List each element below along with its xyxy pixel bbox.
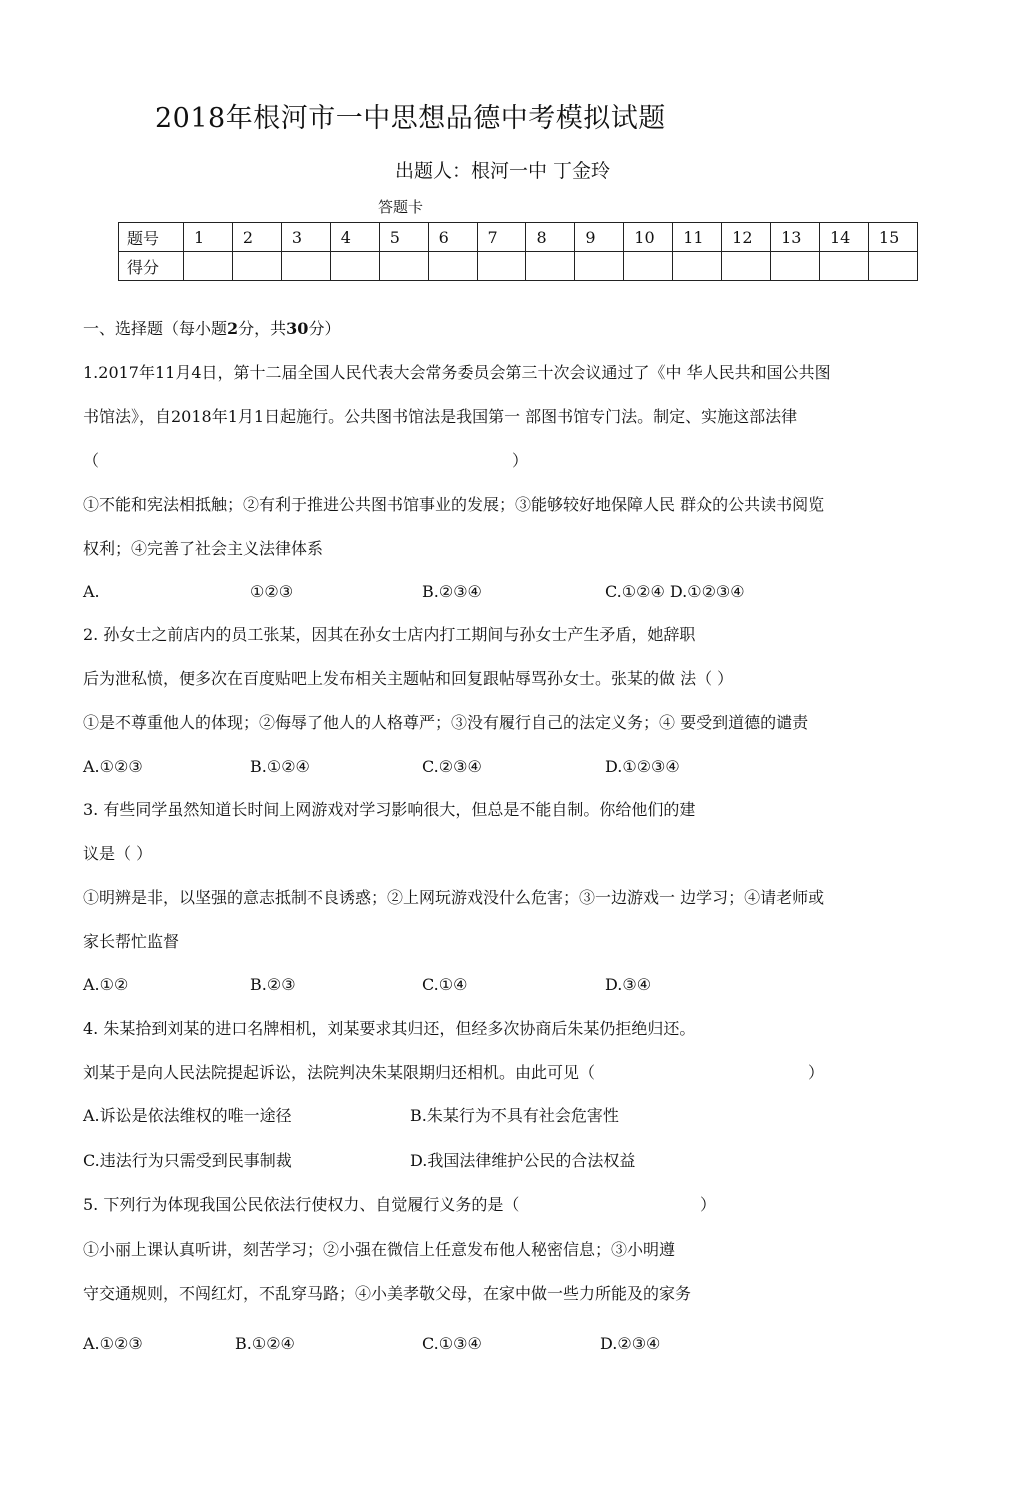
question-number-cell: 9 <box>575 223 624 252</box>
score-cell[interactable] <box>232 252 281 281</box>
q5-statements-line: ①小丽上课认真听讲，刻苦学习；②小强在微信上任意发布他人秘密信息；③小明遵 <box>83 1240 676 1259</box>
section-per-score: 2 <box>227 319 239 338</box>
q2-option-d[interactable]: D.①②③④ <box>605 757 680 776</box>
q5-stem-line: 5. 下列行为体现我国公民依法行使权力、自觉履行义务的是（ <box>83 1195 520 1214</box>
answer-card-number-row <box>119 223 918 252</box>
question-number-cell: 5 <box>379 223 428 252</box>
q2-stem-line: 后为泄私愤，便多次在百度贴吧上发布相关主题帖和回复跟帖辱骂孙女士。张某的做 法（ ） <box>83 669 734 688</box>
q2-option-a[interactable]: A.①②③ <box>83 757 143 776</box>
q5-statements-line: 守交通规则，不闯红灯，不乱穿马路；④小美孝敬父母，在家中做一些力所能及的家务 <box>83 1284 692 1303</box>
q2-statements-line: ①是不尊重他人的体现；②侮辱了他人的人格尊严；③没有履行自己的法定义务；④ 要受到道德的谴责 <box>83 713 809 732</box>
question-number-cell: 3 <box>281 223 330 252</box>
question-number-cell: 8 <box>526 223 575 252</box>
question-number-cell: 11 <box>673 223 722 252</box>
score-cell[interactable] <box>819 252 868 281</box>
author-line: 出题人：根河一中 丁金玲 <box>395 160 611 182</box>
answer-card-score-row <box>119 252 918 281</box>
q2-stem-line: 2. 孙女士之前店内的员工张某，因其在孙女士店内打工期间与孙女士产生矛盾，她辞职 <box>83 625 696 644</box>
q3-stem-line: 3. 有些同学虽然知道长时间上网游戏对学习影响很大，但总是不能自制。你给他们的建 <box>83 800 696 819</box>
q3-stem-line: 议是（ ） <box>83 844 153 863</box>
q1-option-c-d[interactable]: C.①②④ D.①②③④ <box>605 582 745 601</box>
q5-option-d[interactable]: D.②③④ <box>600 1334 661 1353</box>
q4-option-c[interactable]: C.违法行为只需受到民事制裁 <box>83 1151 292 1170</box>
q3-option-c[interactable]: C.①④ <box>422 975 468 994</box>
section-total-score: 30 <box>286 319 309 338</box>
q1-statements-line: ①不能和宪法相抵触；②有利于推进公共图书馆事业的发展；③能够较好地保障人民 群众的公共读书阅览 <box>83 495 825 514</box>
score-cell[interactable] <box>771 252 820 281</box>
q4-option-b[interactable]: B.朱某行为不具有社会危害性 <box>410 1106 619 1125</box>
score-cell[interactable] <box>868 252 917 281</box>
question-number-cell: 6 <box>428 223 477 252</box>
score-cell[interactable] <box>184 252 233 281</box>
q1-stem-line: 书馆法》，自2018年1月1日起施行。公共图书馆法是我国第一 部图书馆专门法。制定、实施这部法律 <box>83 407 798 426</box>
q1-statements-line: 权利；④完善了社会主义法律体系 <box>83 539 324 558</box>
q4-stem-line: 4. 朱某拾到刘某的进口名牌相机，刘某要求其归还，但经多次协商后朱某仍拒绝归还。 <box>83 1019 696 1038</box>
section-heading <box>83 319 340 339</box>
q5-option-a[interactable]: A.①②③ <box>83 1334 143 1353</box>
answer-card-label: 答题卡 <box>378 198 424 216</box>
score-row-label: 得分 <box>119 252 184 281</box>
q3-statements-line: 家长帮忙监督 <box>83 932 180 951</box>
score-cell[interactable] <box>624 252 673 281</box>
score-cell[interactable] <box>722 252 771 281</box>
q1-option-b[interactable]: B.②③④ <box>422 582 482 601</box>
score-cell[interactable] <box>575 252 624 281</box>
q5-option-c[interactable]: C.①③④ <box>422 1334 482 1353</box>
q1-stem-line: 1.2017年11月4日，第十二届全国人民代表大会常务委员会第三十次会议通过了《中 华人民共和国公共图 <box>83 363 831 382</box>
q4-answer-bracket-close: ） <box>808 1063 825 1082</box>
q1-answer-bracket-open: （ <box>83 451 100 470</box>
score-cell[interactable] <box>477 252 526 281</box>
score-cell[interactable] <box>330 252 379 281</box>
section-heading-mid: 分，共 <box>238 319 287 338</box>
q1-option-a-value[interactable]: ①②③ <box>250 582 294 601</box>
answer-card-table <box>118 222 918 281</box>
question-number-cell: 14 <box>819 223 868 252</box>
q2-option-b[interactable]: B.①②④ <box>250 757 310 776</box>
q4-option-a[interactable]: A.诉讼是依法维权的唯一途径 <box>83 1106 292 1125</box>
score-cell[interactable] <box>379 252 428 281</box>
section-heading-suffix: 分） <box>308 319 341 338</box>
q3-statements-line: ①明辨是非，以坚强的意志抵制不良诱惑；②上网玩游戏没什么危害；③一边游戏一 边学习；④请老师或 <box>83 888 825 907</box>
q1-option-a-label[interactable]: A. <box>83 582 100 601</box>
question-number-cell: 13 <box>771 223 820 252</box>
q3-option-b[interactable]: B.②③ <box>250 975 296 994</box>
score-cell[interactable] <box>673 252 722 281</box>
q3-option-a[interactable]: A.①② <box>83 975 129 994</box>
score-cell[interactable] <box>526 252 575 281</box>
page-title: 2018年根河市一中思想品德中考模拟试题 <box>155 103 666 134</box>
section-heading-prefix: 一、选择题（每小题 <box>83 319 228 338</box>
q4-option-d[interactable]: D.我国法律维护公民的合法权益 <box>410 1151 636 1170</box>
question-number-cell: 12 <box>722 223 771 252</box>
q5-option-b[interactable]: B.①②④ <box>235 1334 295 1353</box>
question-number-cell: 2 <box>232 223 281 252</box>
score-cell[interactable] <box>428 252 477 281</box>
question-number-cell: 1 <box>184 223 233 252</box>
q5-answer-bracket-close: ） <box>700 1195 717 1214</box>
q1-answer-bracket-close: ） <box>512 451 529 470</box>
number-row-label: 题号 <box>119 223 184 252</box>
q3-option-d[interactable]: D.③④ <box>605 975 652 994</box>
question-number-cell: 10 <box>624 223 673 252</box>
q4-stem-line: 刘某于是向人民法院提起诉讼，法院判决朱某限期归还相机。由此可见（ <box>83 1063 596 1082</box>
q2-option-c[interactable]: C.②③④ <box>422 757 482 776</box>
question-number-cell: 4 <box>330 223 379 252</box>
question-number-cell: 15 <box>868 223 917 252</box>
score-cell[interactable] <box>281 252 330 281</box>
question-number-cell: 7 <box>477 223 526 252</box>
